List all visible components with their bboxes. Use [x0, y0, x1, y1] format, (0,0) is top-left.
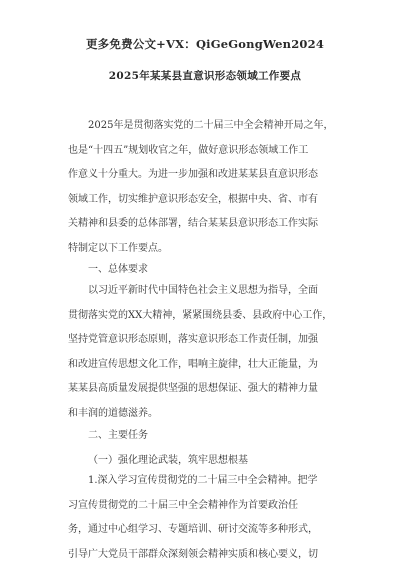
paragraph-line: 习宣传贯彻党的二十届三中全会精神作为首要政治任	[68, 499, 298, 511]
item1-paragraph	[68, 469, 348, 567]
section-heading-main-tasks: 二、主要任务	[88, 430, 148, 441]
paragraph-line: 2025年是贯彻落实党的二十届三中全会精神开局之年，	[88, 120, 334, 131]
intro-paragraph	[68, 114, 348, 261]
paragraph-line: 某某县高质量发展提供坚强的思想保证、强大的精神力量	[68, 383, 318, 394]
paragraph-line: 引导广大党员干部群众深刻领会精神实质和核心要义，切	[68, 548, 318, 560]
paragraph-line: 关精神和县委的总体部署，结合某某县意识形态工作实际	[68, 218, 318, 229]
paragraph-line: 以习近平新时代中国特色社会主义思想为指导，全面	[88, 285, 318, 296]
paragraph-line: 1.深入学习宣传贯彻党的二十届三中全会精神。把学	[88, 475, 318, 486]
subsection-heading-theory: （一）强化理论武装，筑牢思想根基	[88, 455, 248, 466]
paragraph-line: 贯彻落实党的XX大精神，紧紧围绕县委、县政府中心工作，	[68, 309, 333, 321]
general-requirements-paragraph	[68, 279, 348, 426]
paragraph-line: 也是“十四五”规划收官之年，做好意识形态领域工作工	[68, 144, 309, 156]
paragraph-line: 和改进宣传思想文化工作，唱响主旋律，壮大正能量，为	[68, 358, 318, 370]
watermark-header: 更多免费公文+VX：QiGeGongWen2024	[85, 37, 325, 51]
section-heading-general-requirements: 一、总体要求	[88, 264, 148, 275]
paragraph-line: 特制定以下工作要点。	[68, 242, 168, 254]
document-title: 2025年某某县直意识形态领域工作要点	[108, 70, 302, 82]
paragraph-line: 和丰润的道德滋养。	[68, 407, 158, 419]
paragraph-line: 领域工作，切实维护意识形态安全，根据中央、省、市有	[68, 193, 318, 205]
paragraph-line: 作意义十分重大。为进一步加强和改进某某县直意识形态	[68, 169, 318, 180]
paragraph-line: 坚持党管意识形态原则，落实意识形态工作责任制，加强	[68, 334, 318, 345]
paragraph-line: 务，通过中心组学习、专题培训、研讨交流等多种形式，	[68, 524, 318, 535]
